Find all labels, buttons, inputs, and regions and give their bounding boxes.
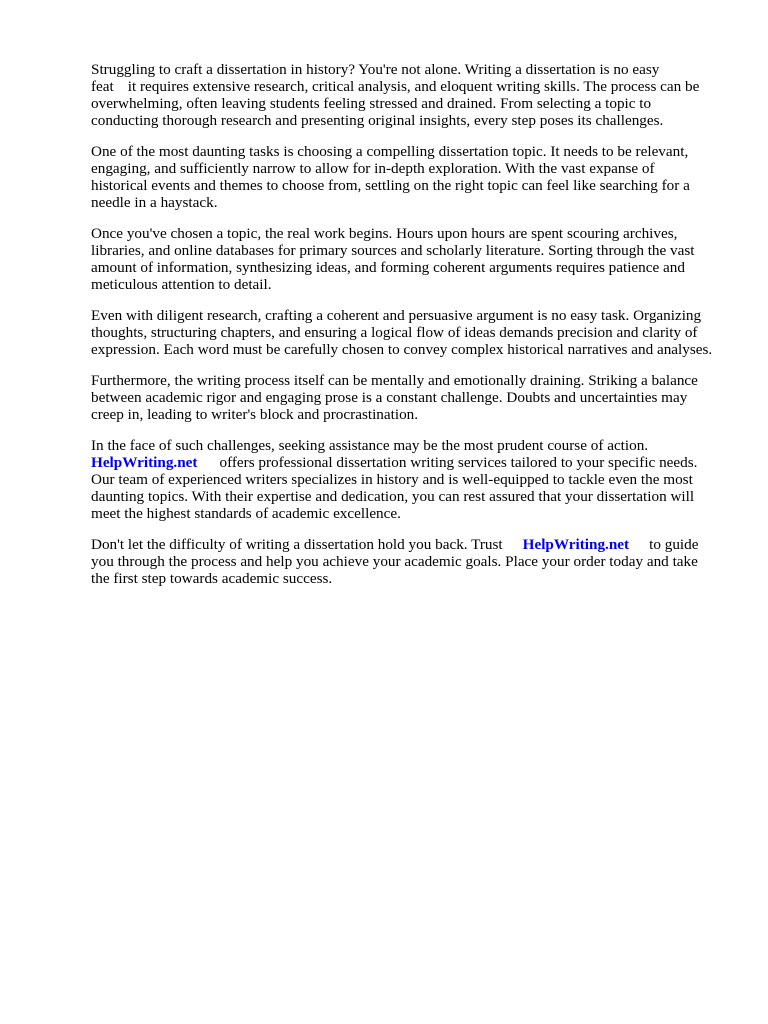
paragraph-writing [91,372,731,423]
text-fragment: feat [91,78,114,95]
text-line: libraries, and online databases for primary sources and scholarly literature. Sorting through the vast [91,242,695,259]
text-line: meticulous attention to detail. [91,276,272,293]
text-line: you through the process and help you achieve your academic goals. Place your order today and take [91,553,698,570]
text-line [91,78,731,95]
text-line: Once you've chosen a topic, the real work begins. Hours upon hours are spent scouring archives, [91,225,678,242]
paragraph-argument [91,307,731,358]
text-line: amount of information, synthesizing ideas, and forming coherent arguments requires patience and [91,259,685,276]
text-line: expression. Each word must be carefully chosen to convey complex historical narratives and analyses. [91,341,713,358]
helpwriting-link[interactable]: HelpWriting.net [522,536,630,553]
document-body [91,61,731,601]
text-fragment: it requires extensive research, critical analysis, and eloquent writing skills. The process can be [127,78,700,95]
text-line: meet the highest standards of academic excellence. [91,505,401,522]
paragraph-closing [91,536,731,587]
text-line [91,454,731,471]
text-line: Furthermore, the writing process itself can be mentally and emotionally draining. Striking a balance [91,372,698,389]
text-line: In the face of such challenges, seeking assistance may be the most prudent course of action. [91,437,649,454]
text-line: Our team of experienced writers specializes in history and is well-equipped to tackle even the most [91,471,693,488]
text-line: Struggling to craft a dissertation in history? You're not alone. Writing a dissertation is no easy [91,61,660,78]
text-line: engaging, and sufficiently narrow to allow for in-depth exploration. With the vast expanse of [91,160,655,177]
text-line: daunting topics. With their expertise and dedication, you can rest assured that your dissertation will [91,488,695,505]
text-line: between academic rigor and engaging prose is a constant challenge. Doubts and uncertainties may [91,389,688,406]
text-line: thoughts, structuring chapters, and ensuring a logical flow of ideas demands precision and clarity of [91,324,698,341]
paragraph-research [91,225,731,293]
text-line [91,536,731,553]
text-fragment: offers professional dissertation writing services tailored to your specific needs. [219,454,698,471]
text-line: historical events and themes to choose from, settling on the right topic can feel like searching for a [91,177,690,194]
text-fragment: Don't let the difficulty of writing a dissertation hold you back. Trust [91,536,503,553]
text-line: conducting thorough research and presenting original insights, every step poses its challenges. [91,112,664,129]
paragraph-topic [91,143,731,211]
text-line: creep in, leading to writer's block and procrastination. [91,406,419,423]
text-line: needle in a haystack. [91,194,218,211]
text-line: overwhelming, often leaving students feeling stressed and drained. From selecting a topic to [91,95,652,112]
helpwriting-link[interactable]: HelpWriting.net [91,454,198,471]
paragraph-assistance [91,437,731,522]
text-line: One of the most daunting tasks is choosing a compelling dissertation topic. It needs to be relevant, [91,143,689,160]
text-fragment: to guide [649,536,699,553]
text-line: the first step towards academic success. [91,570,333,587]
paragraph-intro [91,61,731,129]
text-line: Even with diligent research, crafting a coherent and persuasive argument is no easy task. Organizing [91,307,702,324]
